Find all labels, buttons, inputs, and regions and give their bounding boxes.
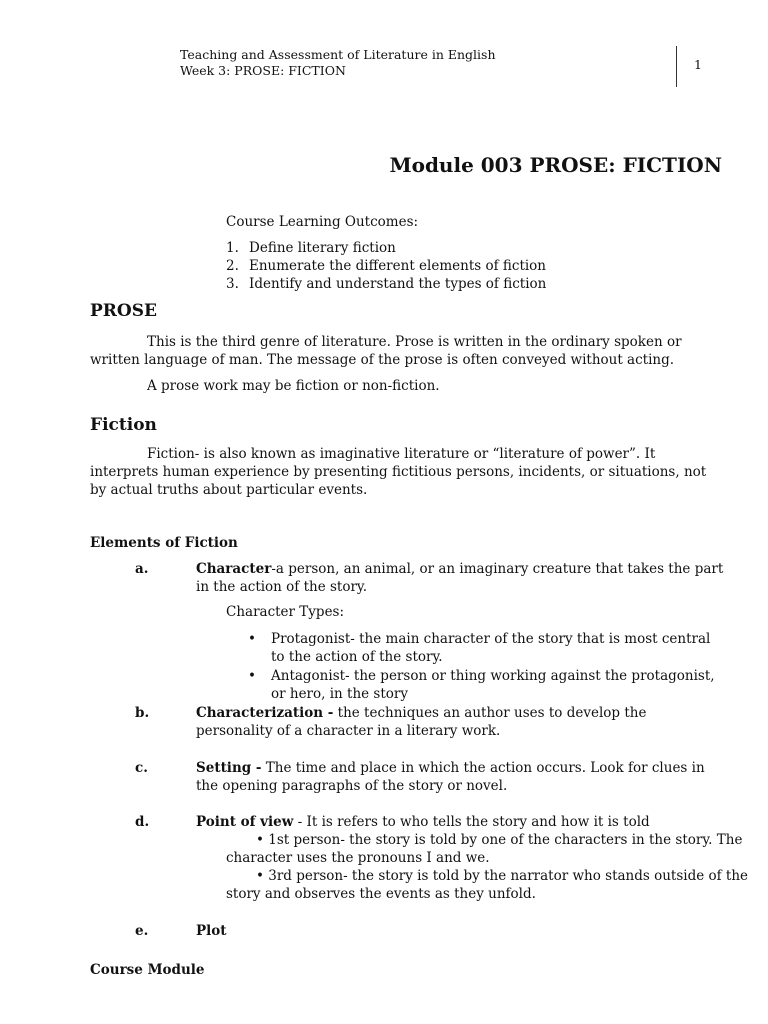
item-label-c: c. [135, 760, 148, 776]
footer-label: Course Module [90, 962, 205, 978]
prose-paragraph-2: A prose work may be fiction or non-fiction. [147, 378, 440, 394]
term-characterization: Characterization - [196, 705, 334, 721]
third-person-line: • 3rd person- the story is told by the narrator who stands outside of the [256, 868, 749, 884]
page-number: 1 [694, 57, 702, 72]
list-item: 1. Define literary fiction [226, 240, 396, 256]
element-characterization: Characterization - the techniques an author uses to develop the personality of a character in a literary work. [196, 705, 647, 739]
item-label-d: d. [135, 814, 150, 830]
bullet-icon: • [248, 631, 256, 647]
outcomes-list [226, 239, 546, 293]
third-person-line-2: story and observes the events as they unfold. [226, 886, 536, 902]
running-header [180, 47, 496, 79]
first-person-line-2: character uses the pronouns I and we. [226, 850, 490, 866]
header-divider [676, 46, 677, 87]
item-label-e: e. [135, 923, 149, 939]
list-item: 2. Enumerate the different elements of fiction [226, 258, 547, 274]
character-types-heading: Character Types: [226, 604, 345, 620]
term-point-of-view: Point of view [196, 814, 294, 830]
element-character: Character-a person, an animal, or an imaginary creature that takes the part in the action of the story. [196, 561, 724, 595]
fiction-heading: Fiction [90, 415, 157, 435]
module-title: Module 003 PROSE: FICTION [389, 153, 722, 177]
term-character: Character [196, 561, 272, 577]
week-title: Week 3: PROSE: FICTION [180, 63, 346, 78]
element-setting: Setting - The time and place in which the action occurs. Look for clues in the opening paragraphs of the story or novel. [196, 760, 705, 794]
first-person-line: • 1st person- the story is told by one of the characters in the story. The [256, 832, 743, 848]
item-label-a: a. [135, 561, 149, 577]
term-setting: Setting - [196, 760, 262, 776]
element-point-of-view: Point of view - It is refers to who tells the story and how it is told [196, 814, 650, 830]
prose-heading: PROSE [90, 301, 157, 321]
list-item: • Antagonist- the person or thing working against the protagonist, or hero, in the story [248, 668, 715, 702]
prose-paragraph: This is the third genre of literature. Prose is written in the ordinary spoken or written language of man. The message of the prose is often conveyed without acting. [90, 334, 682, 368]
fiction-paragraph: Fiction- is also known as imaginative literature or “literature of power”. It interprets human experience by presenting fictitious persons, incidents, or situations, not by actual truths about particular events. [90, 446, 707, 498]
outcomes-heading: Course Learning Outcomes: [226, 214, 419, 230]
list-item: 3. Identify and understand the types of fiction [226, 276, 547, 292]
course-title: Teaching and Assessment of Literature in English [180, 47, 496, 62]
term-plot: Plot [196, 923, 227, 939]
bullet-icon: • [248, 668, 256, 684]
list-item: • Protagonist- the main character of the story that is most central to the action of the story. [248, 631, 711, 665]
elements-heading: Elements of Fiction [90, 535, 238, 551]
item-label-b: b. [135, 705, 150, 721]
